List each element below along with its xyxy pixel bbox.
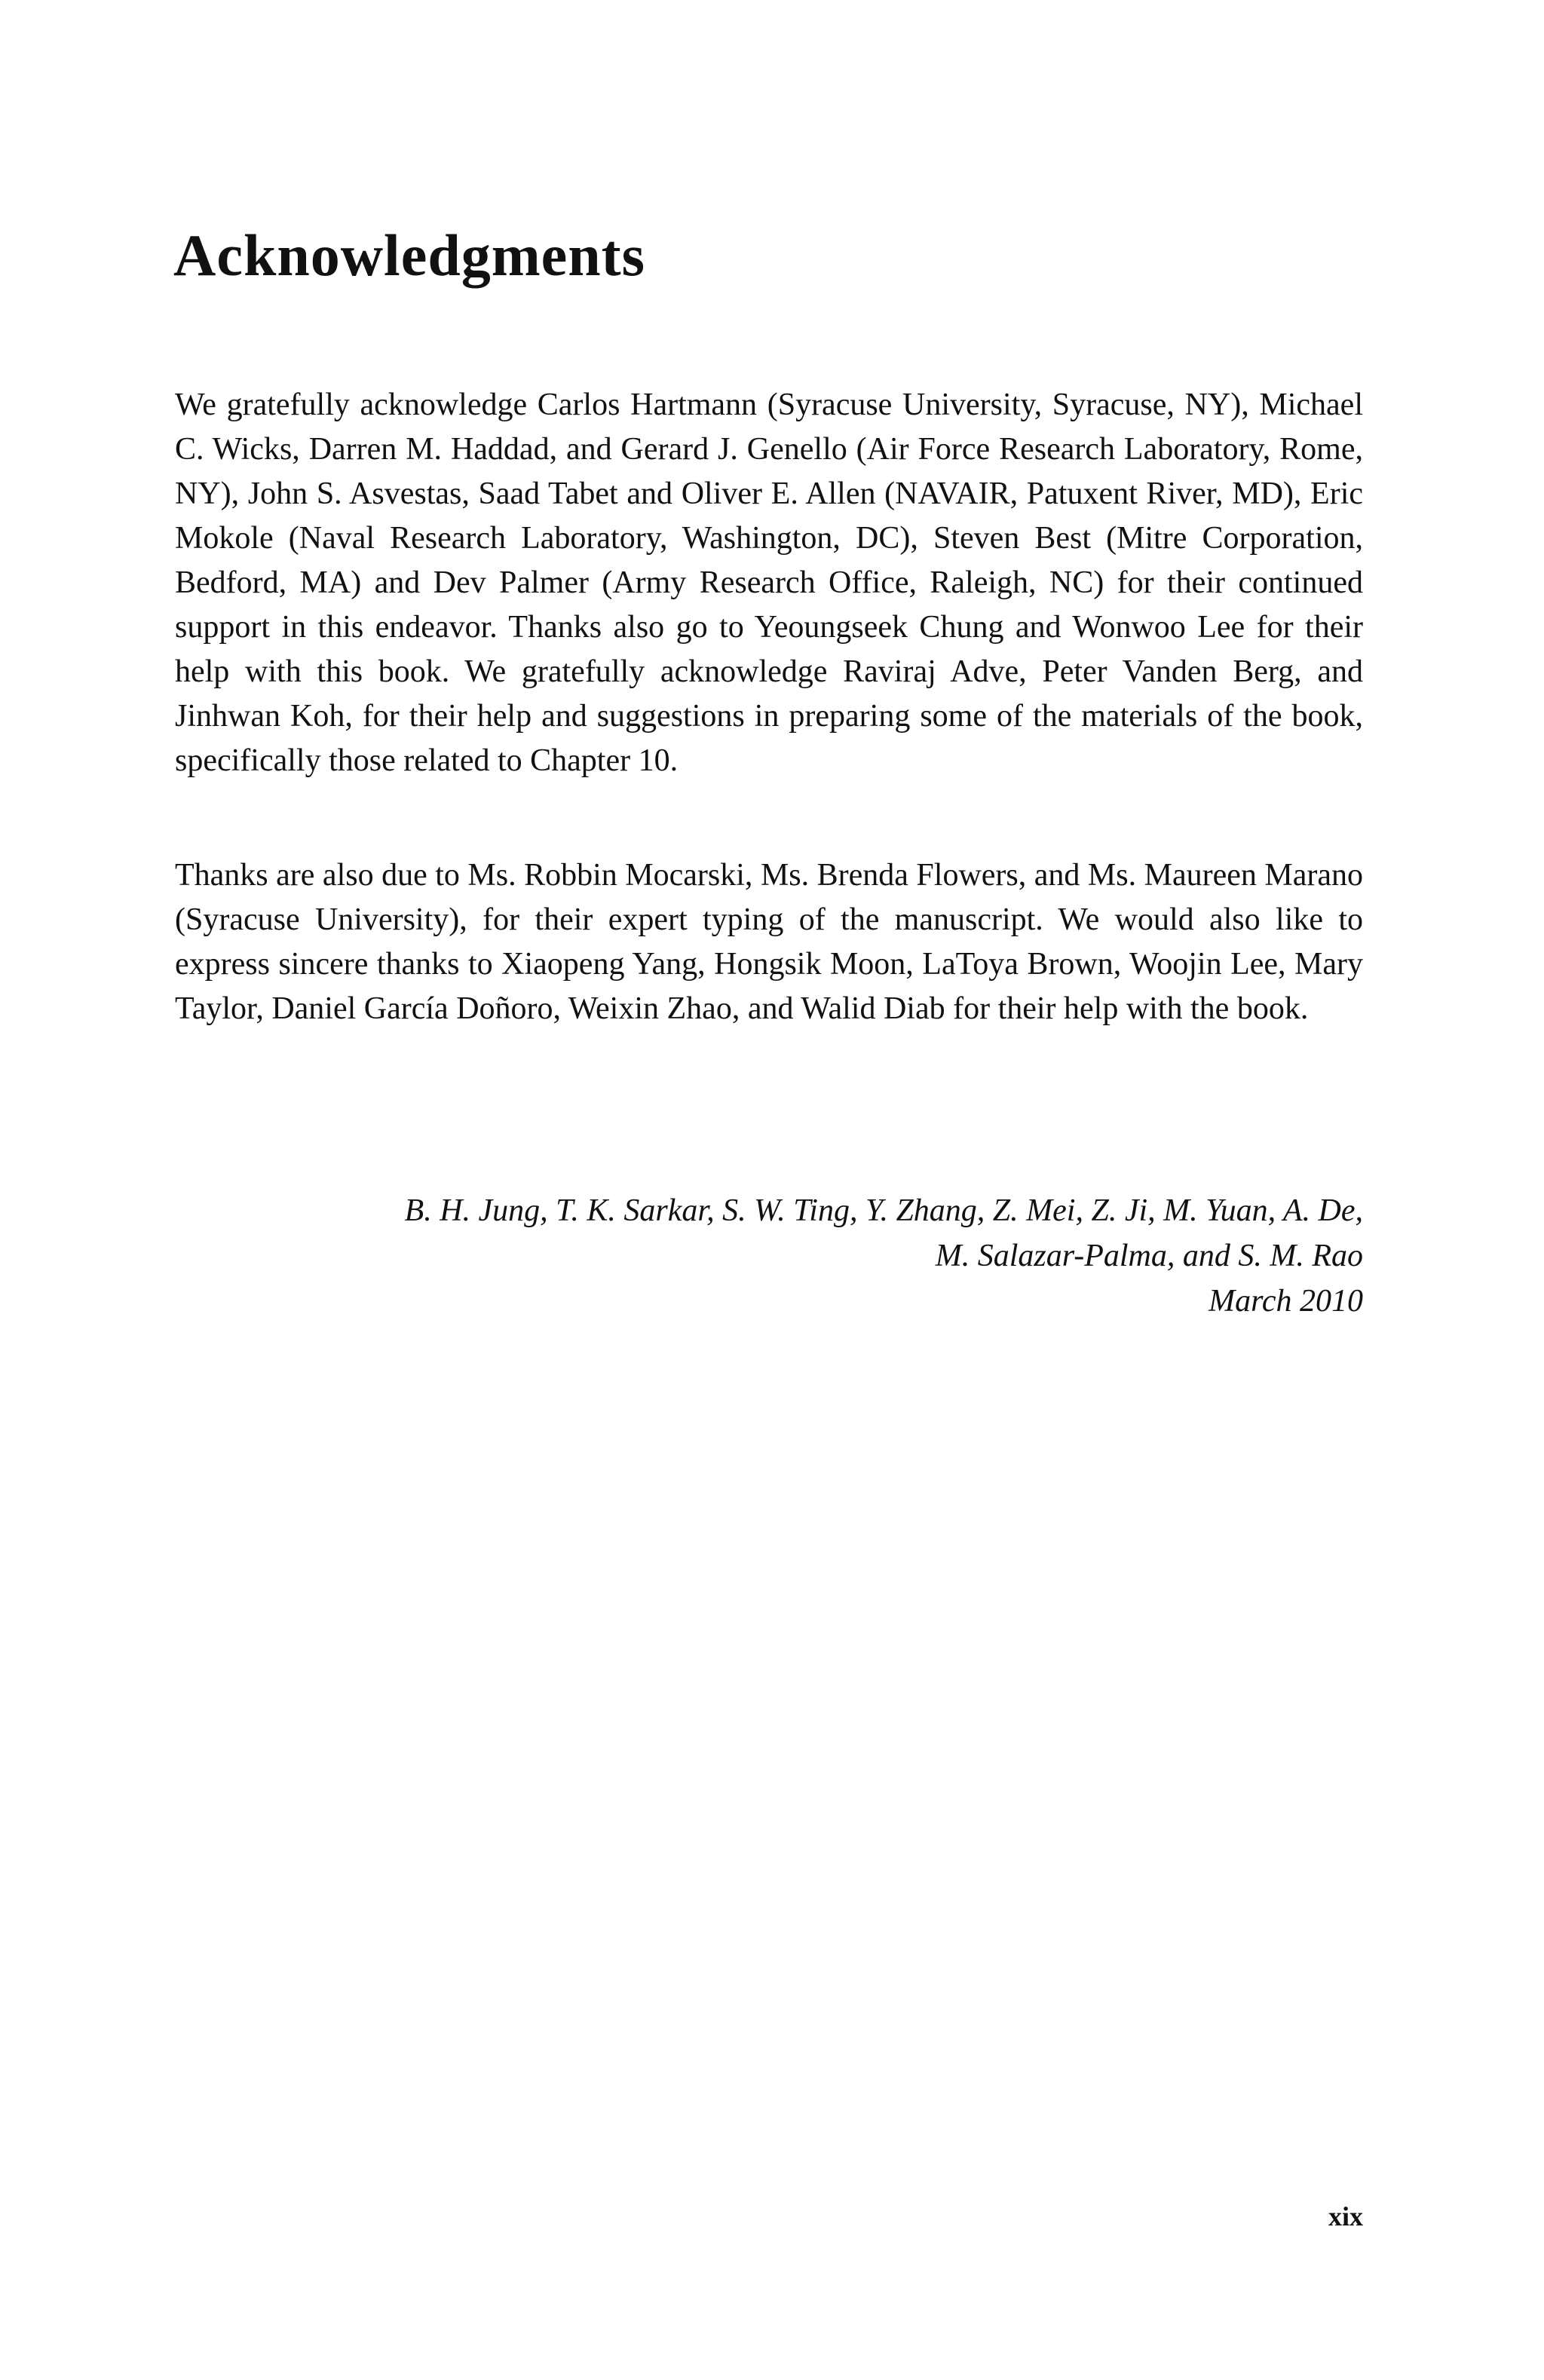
page-number: xix xyxy=(1328,2201,1363,2231)
acknowledgment-paragraph-2: Thanks are also due to Ms. Robbin Mocarski, Ms. Brenda Flowers, and Ms. Maureen Marano (Syracuse University), for their expert typing of the manuscript. We would also like to express sincere thanks to Xiaopeng Yang, Hongsik Moon, LaToya Brown, Woojin Lee, Mary Taylor, Daniel García Doñoro, Weixin Zhao, and Walid Diab for their help with the book. xyxy=(175,858,1363,1026)
authors-line-1: B. H. Jung, T. K. Sarkar, S. W. Ting, Y. Zhang, Z. Mei, Z. Ji, M. Yuan, A. De, xyxy=(404,1193,1363,1228)
authors-line-2: M. Salazar-Palma, and S. M. Rao xyxy=(935,1239,1363,1273)
page-title: Acknowledgments xyxy=(173,222,646,288)
signature-date: March 2010 xyxy=(1209,1284,1363,1319)
author-signature-block xyxy=(232,1188,1363,1324)
acknowledgment-paragraph-1: We gratefully acknowledge Carlos Hartmann (Syracuse University, Syracuse, NY), Michael C. Wicks, Darren M. Haddad, and Gerard J. Genello (Air Force Research Laboratory, Rome, NY), John S. Asvestas, Saad Tabet and Oliver E. Allen (NAVAIR, Patuxent River, MD), Eric Mokole (Naval Research Laboratory, Washington, DC), Steven Best (Mitre Corporation, Bedford, MA) and Dev Palmer (Army Research Office, Raleigh, NC) for their continued support in this endeavor. Thanks also go to Yeoungseek Chung and Wonwoo Lee for their help with this book. We gratefully acknowledge Raviraj Adve, Peter Vanden Berg, and Jinhwan Koh, for their help and suggestions in preparing some of the materials of the book, specifically those related to Chapter 10. xyxy=(175,387,1363,778)
